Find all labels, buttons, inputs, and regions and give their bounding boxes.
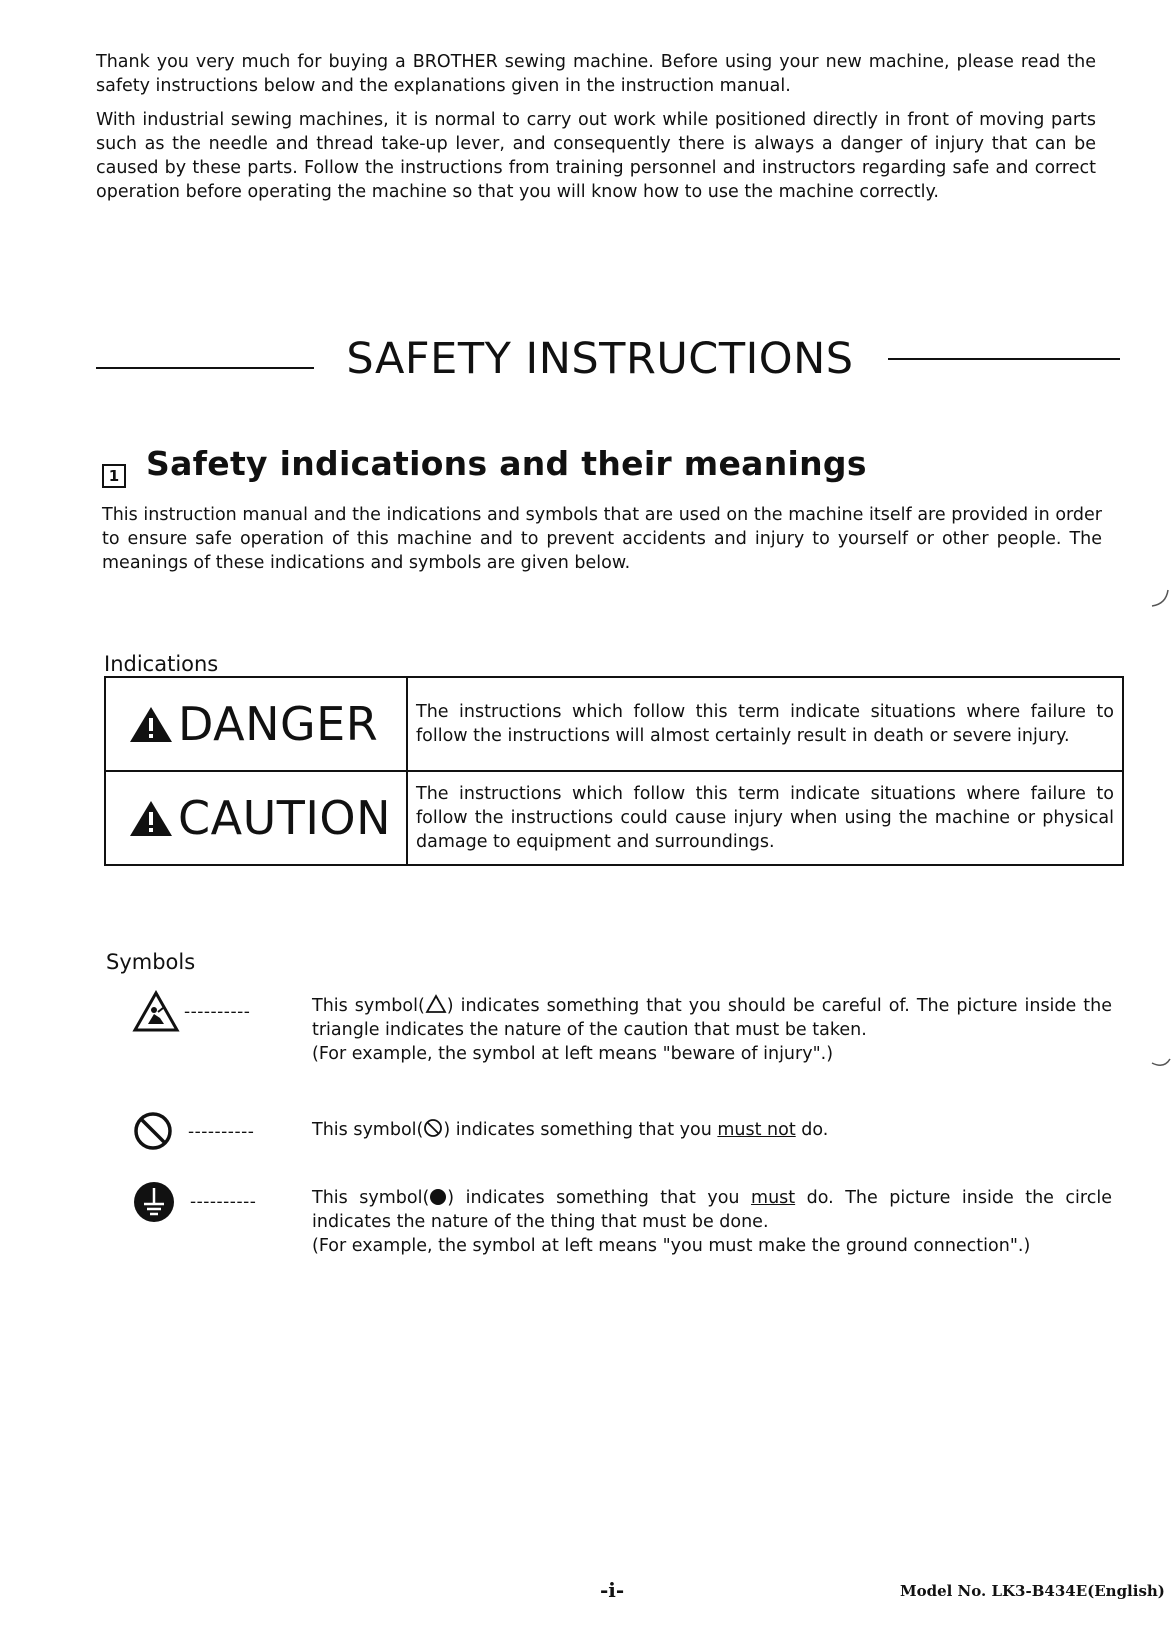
- intro-paragraph-1: Thank you very much for buying a BROTHER sewing machine. Before using your new machine, please read the safety instructions below and the explanations given in the instruction manual.: [96, 52, 1096, 96]
- filled-circle-icon: [429, 1188, 447, 1206]
- caution-description: The instructions which follow this term indicate situations where failure to follow the instructions could cause injury when using the machine or physical damage to equipment and surroundings.: [407, 771, 1123, 865]
- scan-mark: [1150, 1055, 1172, 1075]
- table-row: [105, 771, 1123, 865]
- triangle-icon: [425, 994, 447, 1014]
- text-fragment: This symbol(: [312, 996, 425, 1016]
- title-rule-right: [888, 358, 1120, 360]
- indications-heading: Indications: [104, 652, 219, 676]
- mandatory-symbol-text: [312, 1186, 1112, 1258]
- page-title: SAFETY INSTRUCTIONS: [346, 334, 854, 384]
- text-fragment: do.: [795, 1120, 829, 1140]
- prohibition-inline-icon: [423, 1118, 443, 1138]
- text-fragment: ) indicates something that you: [447, 1188, 752, 1208]
- symbol-row-prohibit: [132, 1110, 1112, 1154]
- caution-symbol-text: [312, 994, 1112, 1066]
- scan-mark: [1148, 588, 1170, 610]
- section-intro: This instruction manual and the indications and symbols that are used on the machine itself are provided in order to ensure safe operation of this machine and to prevent accidents and injury to yourself or other people. The meanings of these indications and symbols are given below.: [102, 505, 1102, 573]
- intro-paragraph-2: With industrial sewing machines, it is normal to carry out work while positioned directly in front of moving parts such as the needle and thread take-up lever, and consequently there is always a danger of injury that can be caused by these parts. Follow the instructions from training personnel and instructors regarding safe and correct operation before operating the machine so that you will know how to use the machine correctly.: [96, 110, 1096, 202]
- page-number: -i-: [600, 1578, 625, 1602]
- text-fragment: This symbol(: [312, 1188, 430, 1208]
- caution-label: CAUTION: [178, 791, 392, 845]
- leader-dashes: ----------: [190, 1192, 257, 1212]
- symbol-row-mandatory: [132, 1180, 1112, 1260]
- caution-term-cell: [105, 771, 407, 865]
- table-row: [105, 677, 1123, 771]
- text-fragment: This symbol(: [312, 1120, 424, 1140]
- text-fragment: ) indicates something that you should be careful of. The picture inside the triangle indicates the nature of the caution that must be taken.: [312, 996, 1112, 1040]
- caution-symbol-example: (For example, the symbol at left means "beware of injury".): [312, 1044, 834, 1064]
- danger-label: DANGER: [178, 697, 379, 751]
- section-number-box: 1: [102, 464, 126, 488]
- danger-description: The instructions which follow this term indicate situations where failure to follow the instructions will almost certainly result in death or severe injury.: [407, 677, 1123, 771]
- prohibit-symbol-text: [312, 1118, 1112, 1142]
- title-rule-left: [96, 367, 314, 369]
- emphasis-must: must: [751, 1188, 796, 1208]
- caution-injury-triangle-icon: [132, 990, 180, 1034]
- leader-dashes: ----------: [188, 1122, 255, 1142]
- leader-dashes: ----------: [184, 1002, 251, 1022]
- symbol-row-caution: [132, 990, 1112, 1070]
- danger-term-cell: [105, 677, 407, 771]
- text-fragment: ) indicates something that you: [443, 1120, 718, 1140]
- indications-table: [104, 676, 1124, 866]
- emphasis-must-not: must not: [717, 1120, 796, 1140]
- text-fragment: do. The picture inside the circle indicates the nature of the thing that must be done.: [312, 1188, 1112, 1232]
- warning-triangle-icon: [128, 798, 174, 838]
- mandatory-symbol-example: (For example, the symbol at left means "you must make the ground connection".): [312, 1236, 1031, 1256]
- section-title: Safety indications and their meanings: [146, 444, 867, 483]
- prohibition-icon: [132, 1110, 174, 1152]
- symbols-heading: Symbols: [106, 950, 196, 974]
- model-number: Model No. LK3-B434E(English): [900, 1582, 1165, 1600]
- warning-triangle-icon: [128, 704, 174, 744]
- ground-connection-icon: [132, 1180, 176, 1224]
